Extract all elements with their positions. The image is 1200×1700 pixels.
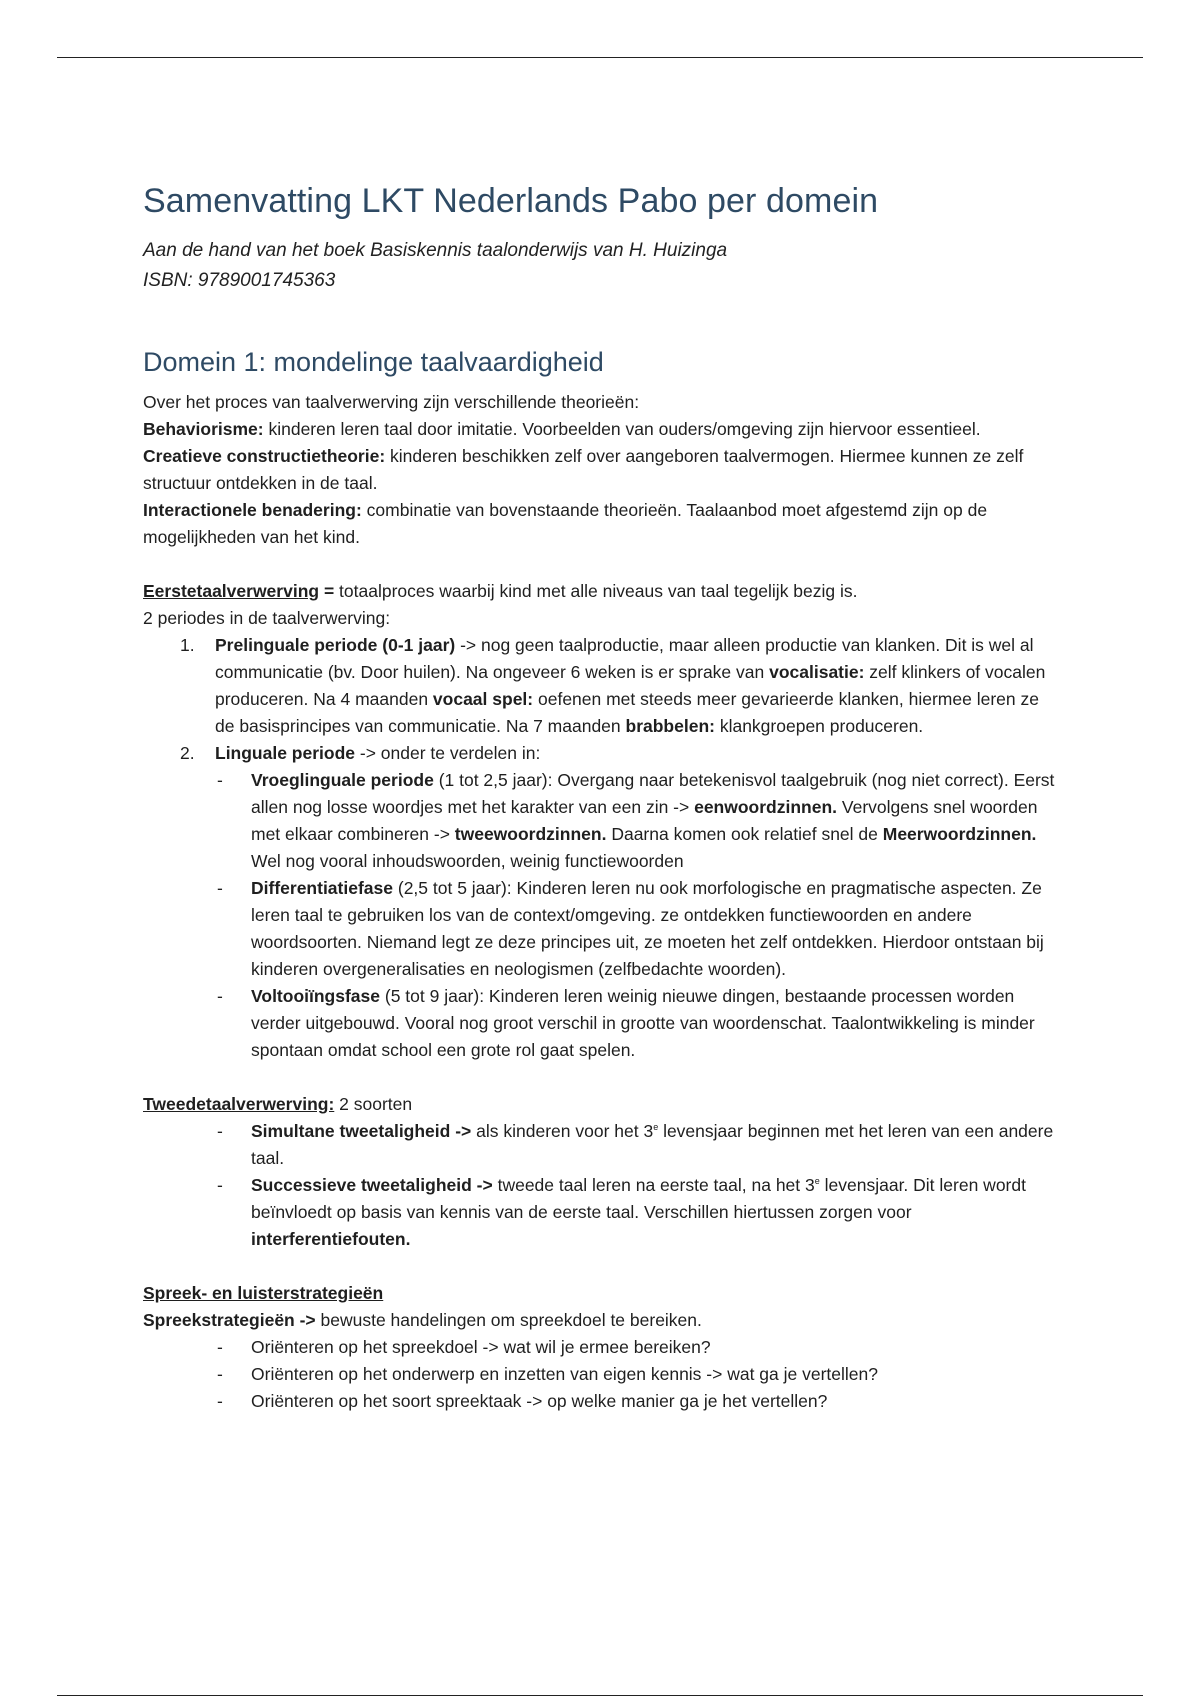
term-vocaal-spel: vocaal spel: — [432, 689, 534, 709]
phase-text: Daarna komen ook relatief snel de — [606, 824, 883, 844]
tweetaligheid-simultaan — [143, 1118, 1063, 1172]
item-text: levensjaar beginnen met het leren van een andere taal. — [251, 1121, 1054, 1168]
strategies-heading-text: Spreek- en luisterstrategieën — [143, 1283, 384, 1303]
period-term: Prelinguale periode (0-1 jaar) — [215, 635, 456, 655]
phase-term: Voltooiïngsfase — [251, 986, 380, 1006]
document-body — [143, 180, 1063, 1415]
dash-bullet: - — [217, 1364, 223, 1384]
bottom-rule — [57, 1695, 1143, 1696]
subtitle-book: Aan de hand van het boek Basiskennis taalonderwijs van H. Huizinga — [143, 240, 728, 261]
eerste-definition — [143, 578, 1063, 605]
phase-text: Wel nog vooral inhoudswoorden, weinig functiewoorden — [251, 851, 684, 871]
term-vocalisatie: vocalisatie: — [769, 662, 865, 682]
eerste-text: totaalproces waarbij kind met alle niveaus van taal tegelijk bezig is. — [334, 581, 858, 601]
theory-text: combinatie van bovenstaande theorieën. Taalaanbod moet afgestemd zijn op de mogelijkheden van het kind. — [143, 500, 988, 547]
period-text: oefenen met steeds meer gevarieerde klanken, hiermee leren ze de basisprincipes van communicatie. Na 7 maanden — [215, 689, 1039, 736]
superscript: e — [814, 1176, 820, 1187]
theory-text: kinderen leren taal door imitatie. Voorbeelden van ouders/omgeving zijn hiervoor essentieel. — [263, 419, 981, 439]
domain1-heading: Domein 1: mondelinge taalvaardigheid — [143, 347, 604, 377]
dash-bullet: - — [217, 1337, 223, 1357]
dash-bullet: - — [217, 878, 223, 898]
tweede-definition — [143, 1091, 1063, 1118]
phase-term: Vroeglinguale periode — [251, 770, 434, 790]
term-meerwoordzinnen: Meerwoordzinnen. — [882, 824, 1037, 844]
period-linguaal — [143, 740, 1063, 767]
theory-term: Creatieve constructietheorie: — [143, 446, 386, 466]
phase-voltooiing — [143, 983, 1063, 1064]
dash-bullet: - — [217, 986, 223, 1006]
dash-bullet: - — [217, 1391, 223, 1411]
phase-text: (5 tot 9 jaar): Kinderen leren weinig nieuwe dingen, bestaande processen worden verder uitgebouwd. Vooral nog groot verschil in grootte van woordenschat. Taalontwikkeling is minder spontaan omdat school een grote rol gaat spelen. — [251, 986, 1035, 1060]
item-text: als kinderen voor het 3 — [471, 1121, 654, 1141]
document-subtitle — [143, 236, 1063, 296]
dash-bullet: - — [217, 1175, 223, 1195]
tweede-term: Tweedetaalverwerving: — [143, 1094, 335, 1114]
spreekstrategieen-text: bewuste handelingen om spreekdoel te bereiken. — [315, 1310, 702, 1330]
phase-vroeglinguaal — [143, 767, 1063, 875]
period-text: -> onder te verdelen in: — [355, 743, 541, 763]
term-tweewoordzinnen: tweewoordzinnen. — [454, 824, 607, 844]
tweetaligheid-successief — [143, 1172, 1063, 1253]
item-text: tweede taal leren na eerste taal, na het 3 — [492, 1175, 815, 1195]
tweede-text: 2 soorten — [334, 1094, 413, 1114]
phase-term: Differentiatiefase — [251, 878, 393, 898]
superscript: e — [653, 1122, 659, 1133]
period-text: -> nog geen taalproductie, maar alleen productie van klanken. Dit is wel al communicatie (bv. Door huilen). Na ongeveer 6 weken is er sprake van — [215, 635, 1034, 682]
theory-text: kinderen beschikken zelf over aangeboren taalvermogen. Hiermee kunnen ze zelf structuur ontdekken in de taal. — [143, 446, 1024, 493]
phase-differentiatie — [143, 875, 1063, 983]
item-text: Oriënteren op het spreekdoel -> wat wil je ermee bereiken? — [251, 1337, 711, 1357]
period-text: zelf klinkers of vocalen produceren. Na 4 maanden — [215, 662, 1046, 709]
list-item — [143, 1334, 1063, 1361]
theory-term: Interactionele benadering: — [143, 500, 362, 520]
period-term: Linguale periode — [215, 743, 356, 763]
period-text: klankgroepen produceren. — [714, 716, 924, 736]
phase-text: (1 tot 2,5 jaar): Overgang naar betekenisvol taalgebruik (nog niet correct). Eerst allen nog losse woordjes met het karakter van een zin -> — [251, 770, 1055, 817]
item-text: levensjaar. Dit leren wordt beïnvloedt op basis van kennis van de eerste taal. Verschillen hiertussen zorgen voor — [251, 1175, 1026, 1222]
phase-text: Vervolgens snel woorden met elkaar combineren -> — [251, 797, 1038, 844]
dash-bullet: - — [217, 770, 223, 790]
theory-behaviorisme — [143, 416, 1063, 443]
spreekstrategieen-definition — [143, 1307, 1063, 1334]
eerste-term: Eerstetaalverwerving — [143, 581, 320, 601]
item-text: Oriënteren op het onderwerp en inzetten van eigen kennis -> wat ga je vertellen? — [251, 1364, 878, 1384]
term-interferentiefouten: interferentiefouten. — [251, 1229, 411, 1249]
strategies-heading — [143, 1280, 1063, 1307]
theory-term: Behaviorisme: — [143, 419, 264, 439]
phase-text: (2,5 tot 5 jaar): Kinderen leren nu ook morfologische en pragmatische aspecten. Ze leren taal te gebruiken los van de context/omgeving. ze ontdekken functiewoorden en andere woordsoorten. Niemand legt ze deze principes uit, ze moeten het zelf ontdekken. Hierdoor ontstaan bij kinderen overgeneralisaties en neologismen (zelfbedachte woorden). — [251, 878, 1044, 979]
periods-intro: 2 periodes in de taalverwerving: — [143, 608, 391, 628]
spreekstrategieen-term: Spreekstrategieën -> — [143, 1310, 316, 1330]
subtitle-isbn: ISBN: 9789001745363 — [143, 270, 336, 291]
theories-intro: Over het proces van taalverwerving zijn verschillende theorieën: — [143, 392, 640, 412]
top-rule — [57, 57, 1143, 58]
period-prelinguaal — [143, 632, 1063, 740]
term-brabbelen: brabbelen: — [625, 716, 715, 736]
successief-term: Successieve tweetaligheid -> — [251, 1175, 493, 1195]
term-eenwoordzinnen: eenwoordzinnen. — [694, 797, 838, 817]
simultaan-term: Simultane tweetaligheid -> — [251, 1121, 472, 1141]
list-number: 2. — [180, 743, 195, 763]
list-item — [143, 1388, 1063, 1415]
theory-interactioneel — [143, 497, 1063, 551]
item-text: Oriënteren op het soort spreektaak -> op welke manier ga je het vertellen? — [251, 1391, 828, 1411]
list-item — [143, 1361, 1063, 1388]
theory-constructie — [143, 443, 1063, 497]
list-number: 1. — [180, 635, 195, 655]
dash-bullet: - — [217, 1121, 223, 1141]
document-title: Samenvatting LKT Nederlands Pabo per domein — [143, 182, 879, 220]
eerste-eq: = — [319, 581, 335, 601]
